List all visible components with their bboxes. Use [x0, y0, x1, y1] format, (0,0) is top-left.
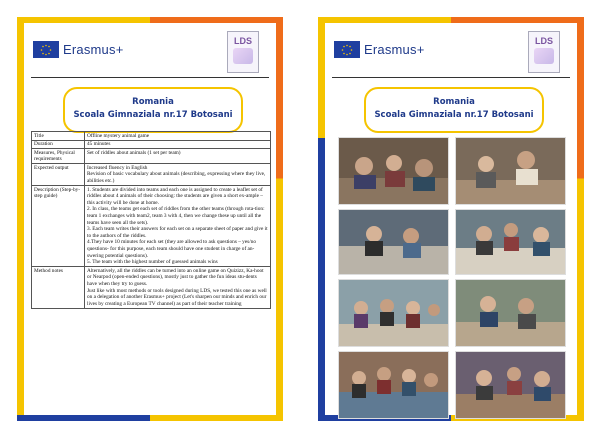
frame-band	[577, 17, 584, 421]
left-page	[17, 17, 283, 421]
description-step: 3. Each team writes their answers for each set on a separate sheet of paper and give it to the authors of the riddles.	[87, 226, 268, 239]
lds-logo-text: LDS	[234, 36, 252, 46]
classroom-photo	[338, 351, 449, 419]
activity-table	[31, 131, 271, 309]
row-key: Expected output	[32, 164, 85, 186]
row-value: Alternatively, all the riddles can be turned into an online game on Quizizz, Ka-hoot or Nearpod (open-ended questions), mostly just to gather the fun ideas stu-dents have when they try to guess. Just like with most methods or tools designed during LDS, we tested this one as well on a delegation of another Erasmus+ project (Let's sharpen our minds and enrich our lives by creating a European TV channel) as part of their teacher training	[85, 267, 271, 309]
table-row	[32, 149, 271, 164]
table-row	[32, 186, 271, 267]
eu-flag-icon	[334, 41, 360, 58]
country-title: Romania	[433, 97, 475, 107]
country-title: Romania	[132, 97, 174, 107]
frame-band	[17, 17, 24, 421]
lds-logo	[528, 31, 560, 73]
row-key: Description (Step-by-step guide)	[32, 186, 85, 267]
table-row	[32, 132, 271, 141]
frame-band	[276, 17, 283, 421]
table-row	[32, 164, 271, 186]
frame-band	[17, 17, 150, 23]
description-step: 5. The team with the highest number of guessed animals wins	[87, 259, 218, 266]
row-key: Duration	[32, 140, 85, 149]
row-key: Method notes	[32, 267, 85, 309]
classroom-photo	[455, 209, 566, 275]
lds-logo	[227, 31, 259, 73]
classroom-photo	[338, 209, 449, 275]
row-value: Offline mystery animal game	[85, 132, 271, 141]
classroom-photo	[455, 351, 566, 419]
frame-band	[17, 415, 150, 421]
description-step: 4.They have 10 minutes for each set (they are allowed to ask questions – yes/no questions- for this purpose, each team should have one student in charge of an-swering potential questions).	[87, 239, 257, 259]
classroom-photo	[455, 137, 566, 205]
school-title: Scoala Gimnaziala nr.17 Botosani	[73, 110, 233, 120]
row-value: 45 minutes	[85, 140, 271, 149]
classroom-photo	[338, 137, 449, 205]
row-value: Set of riddles about animals (1 set per team)	[85, 149, 271, 164]
table-row	[32, 140, 271, 149]
erasmus-logo	[33, 41, 123, 58]
row-key: Title	[32, 132, 85, 141]
classroom-photo	[338, 279, 449, 347]
row-key: Measures, Physical requirements	[32, 149, 85, 164]
school-title: Scoala Gimnaziala nr.17 Botosani	[374, 110, 534, 120]
divider	[332, 77, 570, 78]
school-banner	[63, 87, 243, 133]
frame-band	[318, 17, 451, 23]
school-banner	[364, 87, 544, 133]
lds-logo-art	[233, 48, 253, 64]
erasmus-label: Erasmus+	[364, 42, 425, 57]
right-page	[318, 17, 584, 421]
row-value: Increased fluency in English Revision of basic vocabulary about animals (describing, expressing where they live, abilities etc.)	[85, 164, 271, 186]
erasmus-label: Erasmus+	[63, 42, 124, 57]
frame-band	[451, 17, 584, 23]
row-value	[85, 186, 271, 267]
description-step: 1. Students are divided into teams and each one is assigned to create a leaflet set of riddles about 4 animals of their choosing: the students are given a short ex-ample – this activity will be done at home.	[87, 186, 263, 206]
erasmus-logo	[334, 41, 424, 58]
frame-band	[150, 415, 283, 421]
table-row	[32, 267, 271, 309]
eu-flag-icon	[33, 41, 59, 58]
frame-band	[150, 17, 283, 23]
description-step: 2. In class, the teams get each set of riddles from the other teams (through rota-tion: team 1 exchanges with team2, team 3 with 4, then we change these up until all the teams have seen all the sets).	[87, 206, 265, 226]
lds-logo-art	[534, 48, 554, 64]
frame-band	[318, 17, 325, 421]
classroom-photo	[455, 279, 566, 347]
lds-logo-text: LDS	[535, 36, 553, 46]
divider	[31, 77, 269, 78]
photo-grid	[338, 137, 564, 417]
